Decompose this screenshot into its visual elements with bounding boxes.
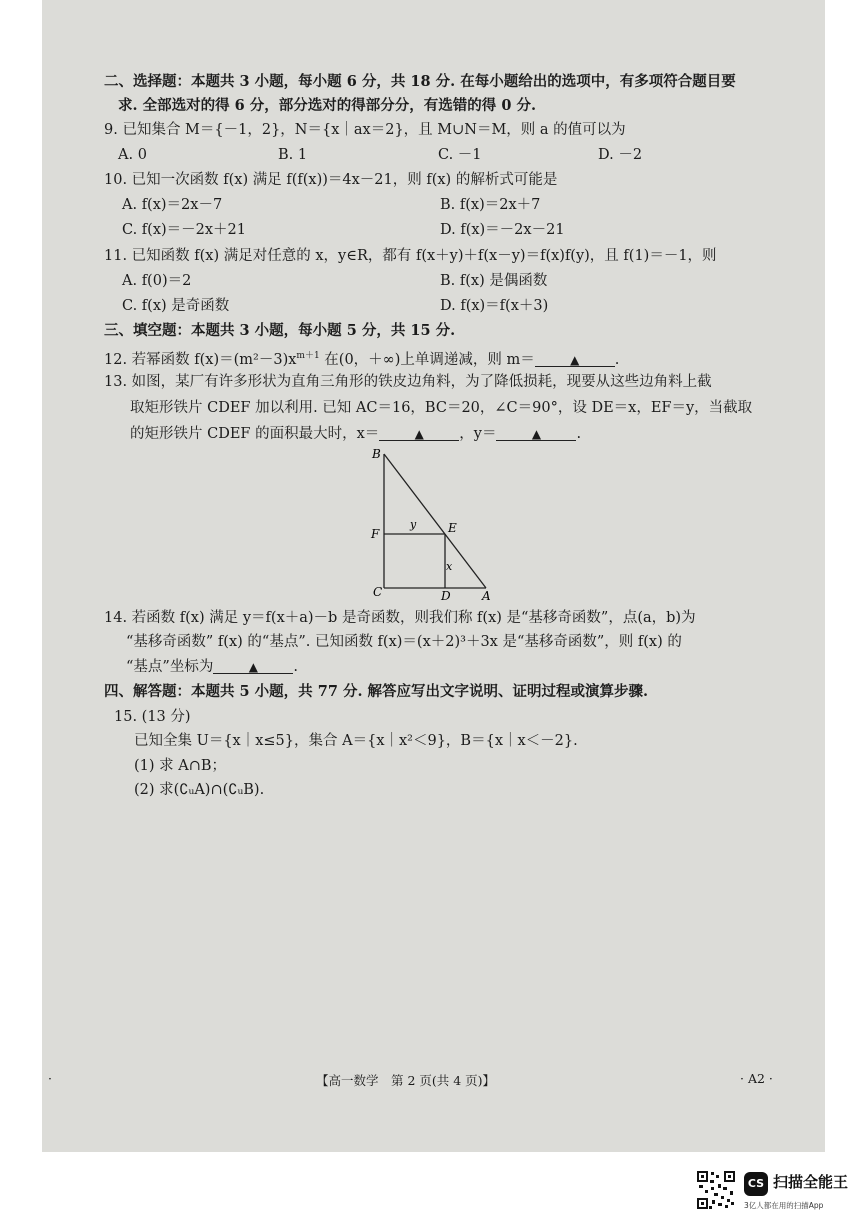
label-e: E <box>448 521 457 535</box>
footer-dot: · <box>48 1071 52 1086</box>
q12-answer-blank <box>535 350 615 367</box>
q13-line3-mid: ，y＝ <box>459 426 497 442</box>
label-d: D <box>441 589 451 603</box>
camscanner-app-name: 扫描全能王 <box>773 1173 849 1191</box>
footer-version-code: · A2 · <box>740 1071 773 1086</box>
blank-triangle-icon: ▲ <box>414 427 424 441</box>
q9-option-c: C. －1 <box>438 147 482 163</box>
label-b: B <box>372 447 381 461</box>
q11-stem: 11. 已知函数 f(x) 满足对任意的 x，y∈R，都有 f(x＋y)＋f(x－y)＝f(x)f(y)，且 f(1)＝－1，则 <box>104 248 717 264</box>
q14-line3 <box>126 657 298 677</box>
q14-line1: 14. 若函数 f(x) 满足 y＝f(x＋a)－b 是奇函数，则我们称 f(x) 是“基移奇函数”，点(a，b)为 <box>104 610 696 626</box>
q12-end: . <box>614 351 620 368</box>
q11-option-a: A. f(0)＝2 <box>122 273 192 289</box>
q11-option-b: B. f(x) 是偶函数 <box>440 273 548 289</box>
q12-line <box>104 346 619 370</box>
q12-pre: 12. 若幂函数 f(x)＝(m²－3)x <box>104 351 297 368</box>
label-x: x <box>446 560 453 573</box>
q13-line3-pre: 的矩形铁片 CDEF 的面积最大时，x＝ <box>130 426 380 442</box>
blank-triangle-icon: ▲ <box>570 352 580 367</box>
q15-part1: (1) 求 A∩B； <box>134 758 227 774</box>
q10-stem: 10. 已知一次函数 f(x) 满足 f(f(x))＝4x－21，则 f(x) 的解析式可能是 <box>104 172 558 188</box>
q14-line3-pre: “基点”坐标为 <box>126 659 214 675</box>
q13-x-blank <box>379 424 459 441</box>
q14-line3-end: . <box>293 659 298 675</box>
q9-option-b: B. 1 <box>278 147 308 163</box>
q11-option-c: C. f(x) 是奇函数 <box>122 298 230 314</box>
q10-option-d: D. f(x)＝－2x－21 <box>440 222 565 238</box>
q12-post: 在(0，＋∞)上单调递减，则 m＝ <box>319 351 535 368</box>
q10-option-c: C. f(x)＝－2x＋21 <box>122 222 247 238</box>
q13-line2: 取矩形铁片 CDEF 加以利用. 已知 AC＝16，BC＝20，∠C＝90°，设 DE＝x，EF＝y，当截取 <box>130 400 753 416</box>
q14-line2: “基移奇函数” f(x) 的“基点”. 已知函数 f(x)＝(x＋2)³＋3x 是“基移奇函数”，则 f(x) 的 <box>126 634 682 650</box>
label-a: A <box>482 589 491 603</box>
camscanner-slogan: 3亿人都在用的扫描App <box>744 1201 824 1210</box>
footer-page-info: 【高一数学 第 2 页(共 4 页)】 <box>316 1073 496 1088</box>
q11-option-d: D. f(x)＝f(x＋3) <box>440 298 549 314</box>
label-c: C <box>373 585 383 599</box>
q9-option-d: D. －2 <box>598 147 643 163</box>
blank-triangle-icon: ▲ <box>248 660 258 674</box>
section-three-header: 三、填空题：本题共 3 小题，每小题 5 分，共 15 分. <box>104 322 456 339</box>
q13-line3-end: . <box>576 426 582 442</box>
blank-triangle-icon: ▲ <box>531 427 542 441</box>
section-two-header-line2: 求. 全部选对的得 6 分，部分选对的得部分分，有选错的得 0 分. <box>118 97 537 114</box>
q12-exponent: m＋1 <box>296 351 320 361</box>
camscanner-logo-icon: CS <box>744 1172 768 1196</box>
label-f: F <box>371 527 380 541</box>
q13-y-blank <box>496 424 576 441</box>
q10-option-b: B. f(x)＝2x＋7 <box>440 197 541 213</box>
section-two-header-line1: 二、选择题：本题共 3 小题，每小题 6 分，共 18 分. 在每小题给出的选项中，有多项符合题目要 <box>104 73 736 90</box>
q13-line3 <box>130 424 581 444</box>
triangle-figure <box>360 444 500 604</box>
side-ab <box>384 454 486 588</box>
q10-option-a: A. f(x)＝2x－7 <box>122 197 223 213</box>
section-four-header: 四、解答题：本题共 5 小题，共 77 分. 解答应写出文字说明、证明过程或演算步骤. <box>104 683 649 700</box>
qr-code-icon <box>696 1170 736 1210</box>
q14-answer-blank <box>213 657 293 674</box>
label-y: y <box>410 518 417 531</box>
q13-line1: 13. 如图，某厂有许多形状为直角三角形的铁皮边角料，为了降低损耗，现要从这些边角料上截 <box>104 374 712 390</box>
q15-title: 15. (13 分) <box>114 709 191 725</box>
q15-part2: (2) 求(∁ᵤA)∩(∁ᵤB). <box>134 782 265 798</box>
q9-stem: 9. 已知集合 M＝{－1，2}，N＝{x｜ax＝2}，且 M∪N＝M，则 a 的值可以为 <box>104 122 626 138</box>
q9-option-a: A. 0 <box>118 147 147 163</box>
q15-line1: 已知全集 U＝{x｜x≤5}，集合 A＝{x｜x²＜9}，B＝{x｜x＜－2}. <box>134 733 578 749</box>
